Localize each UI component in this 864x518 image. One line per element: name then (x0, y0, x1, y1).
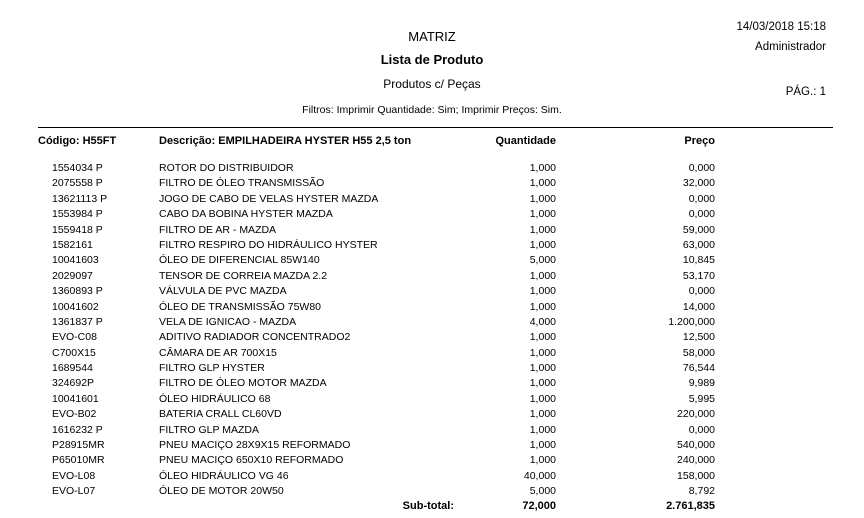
table-row (0, 392, 864, 407)
product-quantity: 1,000 (529, 223, 556, 236)
product-quantity: 1,000 (529, 238, 556, 251)
product-quantity: 1,000 (529, 285, 556, 298)
product-quantity: 1,000 (529, 177, 556, 190)
product-code: 1689544 (52, 362, 93, 375)
product-price: 0,000 (688, 423, 715, 436)
product-quantity: 1,000 (529, 300, 556, 313)
product-quantity: 1,000 (529, 269, 556, 282)
table-row (0, 238, 864, 253)
product-quantity: 1,000 (529, 439, 556, 452)
product-price: 0,000 (688, 162, 715, 174)
product-description: BATERIA CRALL CL60VD (159, 408, 282, 421)
product-description: ADITIVO RADIADOR CONCENTRADO2 (159, 331, 351, 344)
product-price: 10,845 (682, 254, 715, 267)
table-row (0, 361, 864, 376)
product-quantity: 5,000 (529, 254, 556, 267)
table-row (0, 330, 864, 345)
product-code: 1361837 P (52, 315, 103, 328)
product-description: FILTRO RESPIRO DO HIDRÁULICO HYSTER (159, 238, 378, 251)
product-quantity: 4,000 (529, 315, 556, 328)
product-code: 10041602 (52, 300, 99, 313)
table-row (0, 300, 864, 315)
table-row (0, 253, 864, 268)
product-description: ÓLEO DE MOTOR 20W50 (159, 485, 284, 498)
table-row (0, 484, 864, 499)
product-description: PNEU MACIÇO 28X9X15 REFORMADO (159, 439, 351, 452)
product-price: 0,000 (688, 208, 715, 221)
product-quantity: 1,000 (529, 454, 556, 467)
product-quantity: 1,000 (529, 346, 556, 359)
product-code: 1616232 P (52, 423, 103, 436)
product-quantity: 1,000 (529, 377, 556, 390)
column-header-description: Descrição: EMPILHADEIRA HYSTER H55 2,5 ton (159, 135, 412, 147)
subtotal-price: 2.761,835 (666, 500, 715, 512)
table-row (0, 207, 864, 222)
product-description: VÁLVULA DE PVC MAZDA (159, 285, 287, 298)
report-subtitle: Produtos c/ Peças (383, 77, 481, 91)
product-price: 220,000 (677, 408, 715, 421)
table-row (0, 284, 864, 299)
table-row (0, 453, 864, 468)
product-price: 9,989 (688, 377, 715, 390)
product-quantity: 1,000 (529, 423, 556, 436)
product-code: P28915MR (52, 439, 105, 452)
table-row (0, 346, 864, 361)
table-row (0, 176, 864, 191)
product-price: 63,000 (682, 238, 715, 251)
product-code: C700X15 (52, 346, 96, 359)
header-divider (38, 127, 833, 128)
table-row (0, 376, 864, 391)
product-price: 32,000 (682, 177, 715, 190)
product-price: 59,000 (682, 223, 715, 236)
product-description: ROTOR DO DISTRIBUIDOR (159, 162, 294, 174)
product-price: 53,170 (682, 269, 715, 282)
product-code: EVO-L08 (52, 469, 96, 482)
company-name: MATRIZ (408, 29, 456, 44)
product-price: 0,000 (688, 192, 715, 205)
product-description: ÓLEO DE TRANSMISSÃO 75W80 (159, 300, 322, 313)
table-row (0, 269, 864, 284)
product-price: 158,000 (677, 469, 715, 482)
print-datetime: 14/03/2018 15:18 (736, 21, 826, 33)
table-row (0, 223, 864, 238)
product-code: 1553984 P (52, 208, 103, 221)
table-row (0, 407, 864, 422)
product-description: ÓLEO HIDRÁULICO VG 46 (159, 469, 289, 482)
product-code: EVO-C08 (52, 331, 97, 344)
table-row (0, 161, 864, 176)
product-price: 58,000 (682, 346, 715, 359)
product-price: 1.200,000 (668, 315, 715, 328)
product-code: P65010MR (52, 454, 105, 467)
product-description: CÂMARA DE AR 700X15 (159, 346, 277, 359)
product-price: 76,544 (682, 362, 715, 375)
product-quantity: 1,000 (529, 362, 556, 375)
product-description: FILTRO GLP HYSTER (159, 362, 265, 375)
product-code: 1360893 P (52, 285, 103, 298)
column-header-code: Código: H55FT (38, 135, 117, 147)
product-code: 13621113 P (52, 192, 108, 205)
product-description: ÓLEO HIDRÁULICO 68 (159, 392, 271, 405)
table-row (0, 469, 864, 484)
table-row (0, 423, 864, 438)
product-description: FILTRO DE ÓLEO MOTOR MAZDA (159, 377, 327, 390)
product-code: 1554034 P (52, 162, 103, 174)
product-description: CABO DA BOBINA HYSTER MAZDA (159, 208, 333, 221)
product-quantity: 1,000 (529, 208, 556, 221)
product-description: JOGO DE CABO DE VELAS HYSTER MAZDA (159, 192, 379, 205)
product-code: 10041601 (52, 392, 99, 405)
product-quantity: 1,000 (529, 162, 556, 174)
product-price: 540,000 (677, 439, 715, 452)
user-name: Administrador (755, 41, 826, 53)
product-description: TENSOR DE CORREIA MAZDA 2.2 (159, 269, 328, 282)
product-list (0, 161, 864, 500)
product-code: 324692P (52, 377, 95, 390)
product-quantity: 1,000 (529, 392, 556, 405)
column-header-price: Preço (684, 135, 715, 147)
table-row (0, 315, 864, 330)
product-quantity: 1,000 (529, 331, 556, 344)
product-code: EVO-B02 (52, 408, 97, 421)
product-price: 0,000 (688, 285, 715, 298)
product-price: 5,995 (688, 392, 715, 405)
product-price: 240,000 (677, 454, 715, 467)
product-quantity: 5,000 (529, 485, 556, 498)
report-filters: Filtros: Imprimir Quantidade: Sim; Imprimir Preços: Sim. (302, 104, 562, 116)
subtotal-label: Sub-total: (402, 500, 454, 512)
product-code: 1559418 P (52, 223, 103, 236)
product-description: ÓLEO DE DIFERENCIAL 85W140 (159, 254, 320, 267)
table-row (0, 438, 864, 453)
product-quantity: 1,000 (529, 192, 556, 205)
product-code: 1582161 (52, 238, 93, 251)
page-number: PÁG.: 1 (785, 86, 826, 98)
subtotal-quantity: 72,000 (522, 500, 556, 512)
product-quantity: 40,000 (523, 469, 556, 482)
product-description: FILTRO GLP MAZDA (159, 423, 259, 436)
product-description: PNEU MACIÇO 650X10 REFORMADO (159, 454, 344, 467)
product-price: 12,500 (682, 331, 715, 344)
product-description: FILTRO DE ÓLEO TRANSMISSÃO (159, 177, 325, 190)
table-row (0, 192, 864, 207)
column-header-quantity: Quantidade (495, 135, 556, 147)
product-quantity: 1,000 (529, 408, 556, 421)
product-code: 2075558 P (52, 177, 103, 190)
product-price: 14,000 (682, 300, 715, 313)
report-title: Lista de Produto (380, 52, 484, 67)
product-code: 2029097 (52, 269, 93, 282)
product-description: VELA DE IGNICAO - MAZDA (159, 315, 297, 328)
product-code: 10041603 (52, 254, 99, 267)
product-description: FILTRO DE AR - MAZDA (159, 223, 277, 236)
product-code: EVO-L07 (52, 485, 96, 498)
product-price: 8,792 (688, 485, 715, 498)
